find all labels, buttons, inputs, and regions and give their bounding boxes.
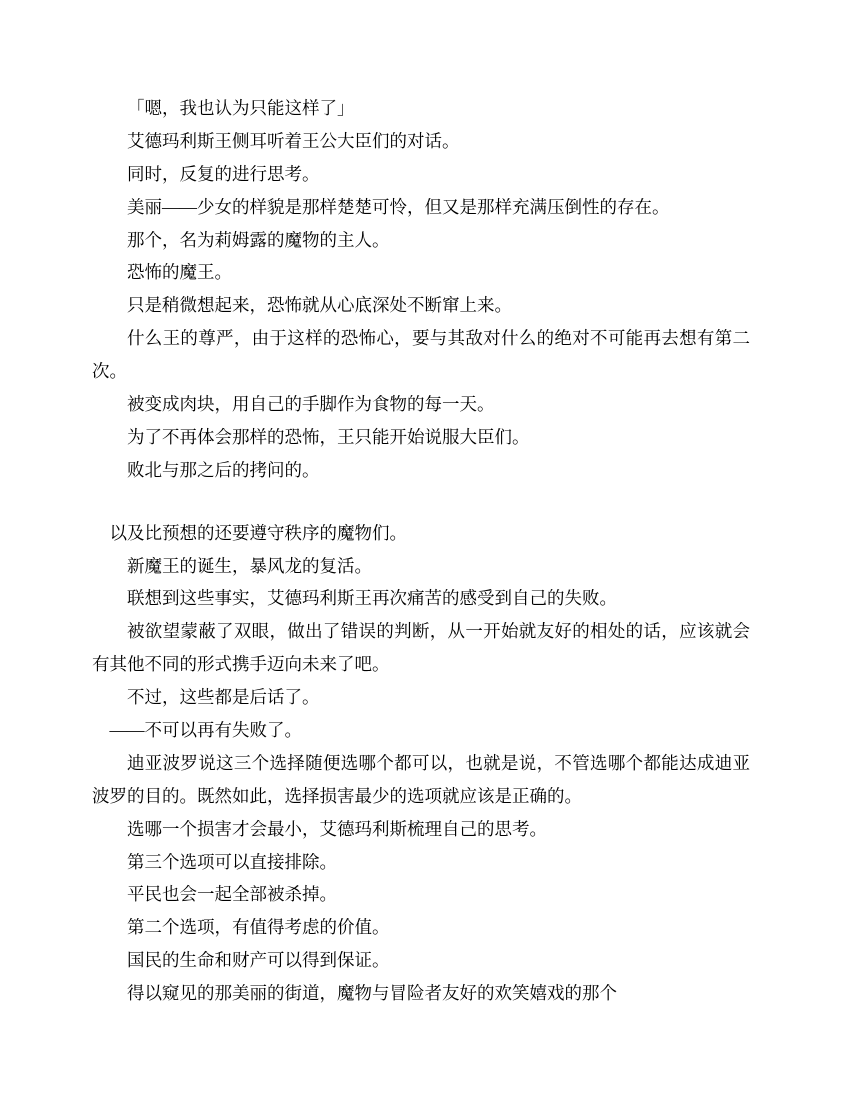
paragraph: 以及比预想的还要遵守秩序的魔物们。: [109, 522, 407, 543]
paragraph: 什么王的尊严，由于这样的恐怖心，要与其敌对什么的绝对不可能再去想有第二次。: [92, 328, 750, 382]
paragraph: 那个，名为莉姆露的魔物的主人。: [127, 229, 390, 250]
document-text-body: [92, 92, 750, 1010]
paragraph: 得以窥见的那美丽的街道，魔物与冒险者友好的欢笑嬉戏的那个: [127, 983, 617, 1004]
paragraph: 败北与那之后的拷问的。: [127, 459, 320, 480]
paragraph: 第三个选项可以直接排除。: [127, 851, 337, 872]
paragraph: 不过，这些都是后话了。: [127, 687, 320, 708]
paragraph: 选哪一个损害才会最小，艾德玛利斯梳理自己的思考。: [127, 818, 547, 839]
paragraph: 国民的生命和财产可以得到保证。: [127, 950, 390, 971]
paragraph: 平民也会一起全部被杀掉。: [127, 884, 337, 905]
paragraph: 被欲望蒙蔽了双眼，做出了错误的判断，从一开始就友好的相处的话，应该就会有其他不同的形式携手迈向未来了吧。: [92, 621, 750, 675]
paragraph: 第二个选项，有值得考虑的价值。: [127, 917, 390, 938]
paragraph: 为了不再体会那样的恐怖，王只能开始说服大臣们。: [127, 426, 530, 447]
paragraph-spacer: [92, 487, 750, 517]
paragraph: 新魔王的诞生，暴风龙的复活。: [127, 555, 372, 576]
paragraph: ——不可以再有失败了。: [109, 720, 302, 741]
paragraph: 联想到这些事实，艾德玛利斯王再次痛苦的感受到自己的失败。: [127, 588, 617, 609]
paragraph: 迪亚波罗说这三个选择随便选哪个都可以，也就是说，不管选哪个都能达成迪亚波罗的目的。既然如此，选择损害最少的选项就应该是正确的。: [92, 752, 750, 806]
paragraph: 被变成肉块，用自己的手脚作为食物的每一天。: [127, 394, 495, 415]
paragraph: 同时，反复的进行思考。: [127, 163, 320, 184]
paragraph: 艾德玛利斯王侧耳听着王公大臣们的对话。: [127, 130, 460, 151]
paragraph: 恐怖的魔王。: [127, 262, 232, 283]
paragraph: 只是稍微想起来，恐怖就从心底深处不断窜上来。: [127, 295, 512, 316]
paragraph: 美丽——少女的样貌是那样楚楚可怜，但又是那样充满压倒性的存在。: [127, 196, 670, 217]
paragraph: 「嗯，我也认为只能这样了」: [127, 98, 355, 118]
